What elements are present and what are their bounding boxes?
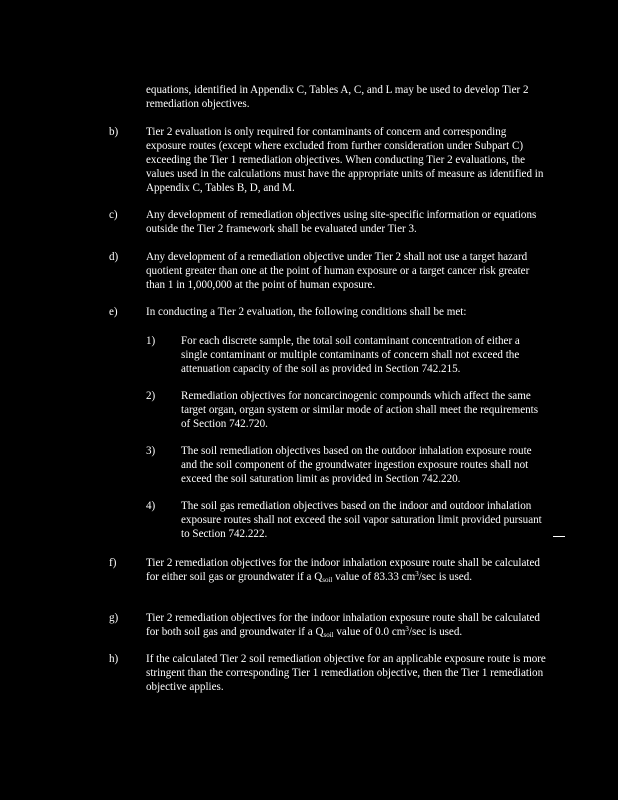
item-f-subscript: soil <box>322 575 333 584</box>
item-g-subscript: soil <box>323 630 334 639</box>
item-h-text: If the calculated Tier 2 soil remediation objective for an applicable exposure route is more stringent than the corresponding Tier 1 remediation objective, then the Tier 1 remediation objective applies. <box>146 653 546 693</box>
subitem-4-label: 4) <box>146 500 156 512</box>
item-g-text-before: Tier 2 remediation objectives for the indoor inhalation exposure route shall be calculated for both soil gas and groundwater if a Q <box>146 612 540 638</box>
revision-margin-mark <box>553 536 565 537</box>
item-g-text-after: /sec is used. <box>408 625 463 638</box>
item-f-superscript: 3 <box>415 569 419 578</box>
subitem-3-label: 3) <box>146 445 156 457</box>
subitem-4-text: The soil gas remediation objectives based on the indoor and outdoor inhalation exposure routes shall not exceed the soil vapor saturation limit provided pursuant to Section 742.222. <box>181 500 542 540</box>
item-f-label: f) <box>109 557 117 569</box>
item-e-text: In conducting a Tier 2 evaluation, the following conditions shall be met: <box>146 306 467 318</box>
item-b-text: Tier 2 evaluation is only required for contaminants of concern and corresponding exposure routes (except where excluded from further consideration under Subpart C) exceeding the Tier 1 remediation objectives. When conducting Tier 2 evaluations, the values used in the calculations must have the appropriate units of measure as identified in Appendix C, Tables B, D, and M. <box>146 126 544 194</box>
item-d-text: Any development of a remediation objective under Tier 2 shall not use a target hazard quotient greater than one at the point of human exposure or a target cancer risk greater than 1 in 1,000,000 at the point of human exposure. <box>146 251 530 291</box>
item-c-label: c) <box>109 209 118 221</box>
item-f-text-before: Tier 2 remediation objectives for the indoor inhalation exposure route shall be calculated for either soil gas or groundwater if a Q <box>146 557 540 583</box>
subitem-3-text: The soil remediation objectives based on the outdoor inhalation exposure route and the soil component of the groundwater ingestion exposure routes shall not exceed the soil saturation limit as provided in Section 742.220. <box>181 445 532 485</box>
subitem-1-text: For each discrete sample, the total soil contaminant concentration of either a single contaminant or multiple contaminants of concern shall not exceed the attenuation capacity of the soil as provided in Section 742.215. <box>181 335 520 375</box>
item-g-superscript: 3 <box>405 624 409 633</box>
item-e-label: e) <box>109 306 118 318</box>
item-g-text <box>146 612 548 640</box>
item-g-label: g) <box>109 612 119 624</box>
item-b-label: b) <box>109 126 119 138</box>
item-g-text-middle: value of 0.0 cm <box>333 625 406 638</box>
item-f-text <box>146 557 542 585</box>
item-f-text-after: /sec is used. <box>418 570 473 583</box>
subitem-2-label: 2) <box>146 390 156 402</box>
item-d-label: d) <box>109 251 119 263</box>
subitem-2-text: Remediation objectives for noncarcinogenic compounds which affect the same target organ, organ system or similar mode of action shall meet the requirements of Section 742.720. <box>181 390 539 430</box>
continuation-paragraph: equations, identified in Appendix C, Tables A, C, and L may be used to develop Tier 2 remediation objectives. <box>146 84 529 110</box>
item-f-text-middle: value of 83.33 cm <box>332 570 416 583</box>
item-c-text: Any development of remediation objectives using site-specific information or equations outside the Tier 2 framework shall be evaluated under Tier 3. <box>146 209 537 235</box>
item-h-label: h) <box>109 653 119 665</box>
subitem-1-label: 1) <box>146 335 156 347</box>
